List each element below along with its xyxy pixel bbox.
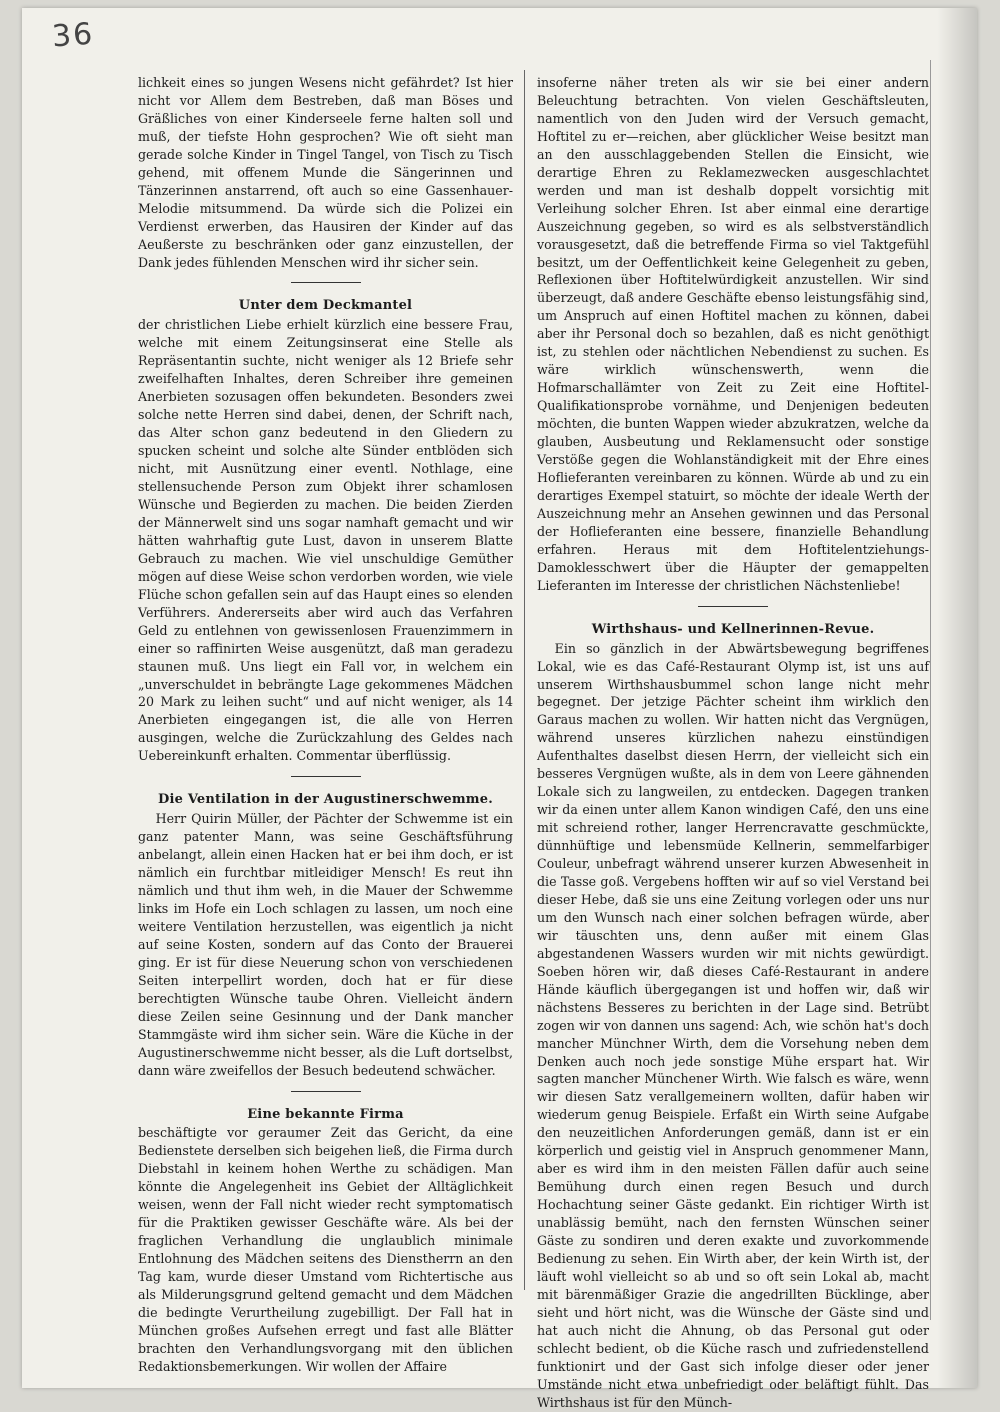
section-separator [291,776,361,777]
article-continuation: lichkeit eines so jungen Wesens nicht gefährdet? Ist hier nicht vor Allem dem Bestreben, daß man Böses und Gräßliches von einer Kinderseele ferne halten soll und muß, der tiefste Hohn gesprochen? Wie oft sieht man gerade solche Kinder in Tingel Tangel, von Tisch zu Tisch gehend, mit offenem Munde die Sängerinnen und Tänzerinnen anstarrend, oft auch so eine Gassenhauer-Melodie mitsummend. Da würde sich die Polizei ein Verdienst erwerben, das Hausiren der Kinder auf das Aeußerste zu beschränken oder ganz einzustellen, der Dank jedes fühlenden Menschen wird ihr sicher sein. [138,75,513,270]
page-edge-line [930,60,931,1320]
section-heading: Die Ventilation in der Augustinerschwemme. [158,792,493,808]
section-separator [291,1091,361,1092]
article-body: Ein so gänzlich in der Abwärtsbewegung begriffenes Lokal, wie es das Café-Restaurant Olymp ist, ist uns auf unserem Wirthshausbummel schon lange nicht mehr begegnet. Der jetzige Pächter scheint ihm wirklich den Garaus machen zu wollen. Wir hatten nicht das Vergnügen, während unseres kürzlichen nahezu einstündigen Aufenthaltes daselbst diesen Herrn, der vielleicht sich ein besseres Vergnügen wußte, als in dem von Leere gähnenden Lokale sich zu langweilen, zu entdecken. Dagegen tranken wir da einen unter allem Kanon windigen Café, den uns eine mit schreiend rother, langer Herrencravatte geschmückte, dünnhüftige und lebensmüde Kellnerin, semmelfarbiger Couleur, unbefragt während unserer kurzen Abwesenheit in die Tasse goß. Vergebens hofften wir auf so viel Verstand bei dieser Hebe, daß sie uns eine Zeitung vorlegen oder uns nur um den Wunsch nach einer solchen befragen würde, aber wir täuschten uns, denn außer mit einem Glas abgestandenen Wassers wurden wir mit nichts gewürdigt. Soeben hören wir, daß dieses Café-Restaurant in andere Hände käuflich übergegangen ist und hoffen wir, daß wir nächstens Besseres zu berichten in der Lage sind. Betrübt zogen wir von dannen uns sagend: Ach, wie schön hat's doch mancher Münchner Wirth, dem die Vorsehung neben dem Denken auch noch jede sonstige Mühe erspart hat. Wir sagten mancher Münchener Wirth. Wie falsch es wäre, wenn wir diesen Satz verallgemeinern wollten, dafür haben wir wiederum genug Beispiele. Erfaßt ein Wirth seine Aufgabe den neuzeitlichen Anforderungen gemäß, dann ist er ein körperlich und geistig viel in Anspruch genommener Mann, aber es wird ihm in den meisten Fällen dafür auch seine Bemühung durch einen regen Besuch und durch Hochachtung seiner Gäste gedankt. Ein richtiger Wirth ist unablässig bemüht, nach den fernsten Wünschen seiner Gäste zu sondiren und deren exakte und zuvorkommende Bedienung zu sehen. Ein Wirth aber, der kein Wirth ist, der läuft wohl vielleicht so ab und so oft sein Lokal ab, macht mit bärenmäßiger Grazie die angedrillten Bücklinge, aber sieht und hört nicht, was die Wünsche der Gäste sind und hat auch nicht die Ahnung, ob das Personal gut oder schlecht bedient, ob die Küche rasch und zufriedenstellend funktionirt und der Gast sich infolge dieser oder jener Umstände nicht etwa unbefriedigt oder beläftigt fühlt. Das Wirthshaus ist für den Münch- [537,640,929,1410]
section-heading: Unter dem Deckmantel [238,298,413,314]
article-body: beschäftigte vor geraumer Zeit das Gericht, da eine Bedienstete derselben sich beigehen ließ, die Firma durch Diebstahl in keinem hohen Werthe zu schädigen. Man könnte die Angelegenheit ins Gebiet der Alltäglichkeit weisen, wenn der Fall nicht wieder recht symptomatisch für die Praktiken gewisser Geschäfte wäre. Als bei der fraglichen Verhandlung die unglaublich minimale Entlohnung des Mädchen seitens des Dienstherrn an den Tag kam, wurde dieser Umstand vom Richtertische aus als Milderungsgrund geltend gemacht und dem Mädchen die bedingte Verurtheilung zugebilligt. Der Fall hat in München großes Aufsehen erregt und fast alle Blätter brachten den Verhandlungsvorgang mit den üblichen Redaktionsbemerkungen. Wir wollen der Affaire [138,1125,513,1374]
section-separator [291,282,361,283]
left-column [138,74,513,1376]
section-separator [698,606,768,607]
article-body: der christlichen Liebe erhielt kürzlich eine bessere Frau, welche mit einem Zeitungsinserat eine Stelle als Repräsentantin suchte, nicht weniger als 12 Briefe sehr zweifelhaften Inhaltes, deren Schreiber ihre gemeinen Anerbieten sozusagen offen bekundeten. Besonders zwei solche nette Herren sind dabei, denen, der Schrift nach, das Alter schon ganz bedeutend in den Gliedern zu spucken scheint und solche alte Sünder entblöden sich nicht, mit Ausnützung einer eventl. Nothlage, eine stellensuchende Person zum Objekt ihrer schamlosen Wünsche und Begierden zu machen. Die beiden Zierden der Männerwelt sind uns sogar namhaft gemacht und wir hätten wahrhaftig gute Lust, davon in unserem Blatte Gebrauch zu machen. Wie viel unschuldige Gemüther mögen auf diese Weise schon verdorben worden, wie viele Flüche schon gefallen sein auf das Haupt eines so elenden Verführers. Andererseits aber wird auch das Verfahren Geld zu entlehnen von gewissenlosen Frauenzimmern in einer so raffinirten Weise ausgenützt, daß man geradezu staunen muß. Uns liegt ein Fall vor, in welchem ein „unverschuldet in bebrängte Lage gekommenes Mädchen 20 Mark zu leihen sucht“ und auf nicht weniger, als 14 Anerbieten eingegangen ist, die alle von Herren ausgingen, welche die Zurückzahlung des Geldes nach Uebereinkunft erhalten. Commentar überflüssig. [138,317,513,764]
section-heading: Wirthshaus- und Kellnerinnen-Revue. [591,621,875,637]
right-column [537,74,929,1412]
column-divider [524,70,525,1290]
page-number: 36 [50,16,96,55]
section-heading: Eine bekannte Firma [247,1106,404,1122]
page-shadow [937,8,977,1388]
article-continuation: insoferne näher treten als wir sie bei einer andern Beleuchtung betrachten. Von vielen Geschäftsleuten, namentlich von den Juden wird der Versuch gemacht, Hoftitel zu er—reichen, aber glücklicher Weise besitzt man an den ausschlaggebenden Stellen die Einsicht, wie derartige Ehren zu Reklamezwecken ausgeschlachtet werden und man ist deshalb doppelt vorsichtig mit Verleihung solcher Ehren. Ist aber einmal eine derartige Auszeichnung gegeben, so wird es als selbstverständlich vorausgesetzt, daß die betreffende Firma so viel Taktgefühl besitzt, um der Oeffentlichkeit keine Gelegenheit zu geben, Reflexionen über Hoftitelwürdigkeit anzustellen. Wir sind überzeugt, daß andere Geschäfte ebenso leistungsfähig sind, um Anspruch auf einen Hoftitel machen zu können, dabei aber ihr Personal doch so bezahlen, daß es nicht genöthigt ist, zu stehlen oder nächtlichen Nebendienst zu suchen. Es wäre wirklich wünschenswerth, wenn die Hofmarschallämter von Zeit zu Zeit eine Hoftitel-Qualifikationsprobe vornähme, und Denjenigen bedeuten möchten, die bunten Wappen wieder abzukratzen, welche da glauben, Ausbeutung und Reklamensucht oder sonstige Verstöße gegen die Wohlanständigkeit mit der Ehre eines Hoflieferanten vereinbaren zu können. Würde ab und zu ein derartiges Exempel statuirt, so möchte der ideale Werth der Auszeichnung mehr an Ansehen gewinnen und das Personal der Hoflieferanten eine bessere, finanzielle Behandlung erfahren. Heraus mit dem Hoftitelentziehungs-Damoklesschwert über die Häupter der gemappelten Lieferanten im Interesse der christlichen Nächstenliebe! [537,75,929,593]
article-body: Herr Quirin Müller, der Pächter der Schwemme ist ein ganz patenter Mann, was seine Geschäftsführung anbelangt, allein einen Hacken hat er bei ihm doch, er ist nämlich ein furchtbar mitleidiger Mensch! Es reut ihn nämlich und thut ihm weh, in die Mauer der Schwemme links im Hofe ein Loch schlagen zu lassen, um noch eine weitere Ventilation herzustellen, was eigentlich ja nicht auf seine Kosten, sondern auf das Conto der Brauerei ging. Er ist für diese Neuerung schon von verschiedenen Seiten interpellirt worden, doch hat er für diese berechtigten Wünsche taube Ohren. Vielleicht ändern diese Zeilen seine Gesinnung und der Dank mancher Stammgäste wird ihm sicher sein. Wäre die Küche in der Augustinerschwemme nicht besser, als die Luft dortselbst, dann wäre zweifellos der Besuch bedeutend schwächer. [138,811,513,1078]
